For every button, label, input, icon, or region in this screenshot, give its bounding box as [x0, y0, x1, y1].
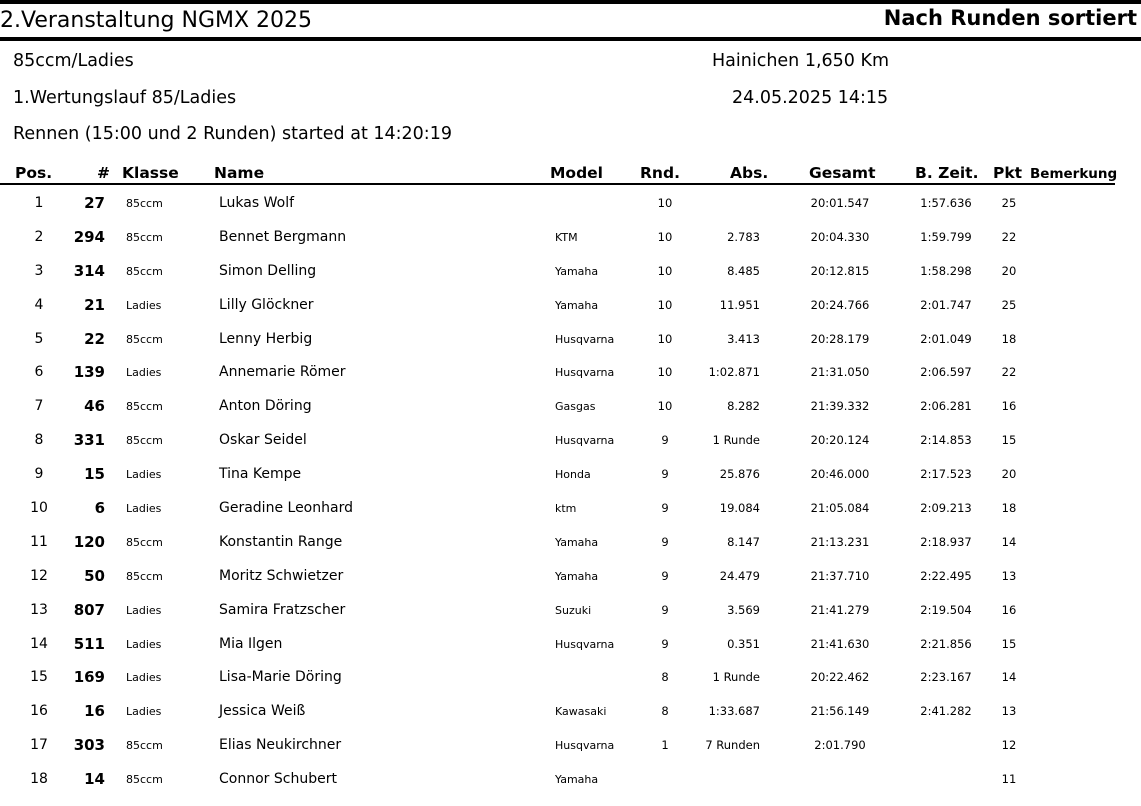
col-gesamt: Gesamt	[809, 164, 876, 182]
cell-num: 120	[73, 532, 105, 551]
cell-rnd: 9	[661, 602, 669, 617]
cell-num: 169	[73, 668, 105, 687]
cell-model: Husqvarna	[555, 637, 615, 651]
table-row	[0, 390, 1141, 424]
cell-num: 807	[73, 600, 105, 619]
cell-rnd: 10	[657, 229, 673, 244]
cell-name: Anton Döring	[219, 398, 312, 415]
cell-gesamt: 20:20.124	[810, 433, 870, 448]
cell-name: Lisa-Marie Döring	[219, 669, 342, 686]
cell-name: Elias Neukirchner	[219, 737, 342, 754]
cell-pos: 1	[34, 195, 44, 211]
col-rnd: Rnd.	[640, 164, 680, 182]
cell-best: 2:09.213	[920, 501, 972, 516]
cell-gesamt: 20:01.547	[810, 196, 870, 210]
cell-rnd: 8	[661, 704, 669, 719]
cell-pkt: 13	[1001, 704, 1017, 719]
cell-best: 2:18.937	[920, 534, 972, 549]
cell-num: 303	[73, 736, 105, 755]
cell-klasse: 85ccm	[126, 535, 163, 549]
cell-best: 2:17.523	[920, 467, 972, 482]
cell-abs: 11.951	[719, 297, 760, 312]
table-row	[0, 628, 1141, 662]
cell-model: Kawasaki	[555, 705, 607, 719]
cell-klasse: Ladies	[126, 468, 162, 482]
cell-rnd: 10	[657, 331, 673, 346]
cell-model: Yamaha	[555, 773, 599, 787]
cell-model: Husqvarna	[555, 434, 615, 448]
cell-klasse: Ladies	[126, 705, 162, 719]
cell-pkt: 20	[1001, 263, 1017, 278]
cell-num: 22	[84, 329, 105, 348]
cell-rnd: 9	[661, 467, 669, 482]
cell-rnd: 10	[657, 297, 673, 312]
cell-num: 331	[73, 431, 105, 450]
cell-name: Bennet Bergmann	[219, 228, 347, 245]
cell-pos: 3	[34, 262, 44, 279]
cell-name: Konstantin Range	[219, 533, 343, 550]
cell-klasse: Ladies	[126, 502, 162, 516]
cell-abs: 8.147	[727, 534, 760, 549]
cell-klasse: Ladies	[126, 603, 162, 617]
table-row	[0, 594, 1141, 628]
cell-pos: 16	[30, 703, 48, 720]
title-bar	[0, 5, 1141, 37]
cell-model: Husqvarna	[555, 332, 615, 346]
cell-best: 2:41.282	[920, 704, 972, 719]
cell-pos: 8	[34, 432, 44, 449]
cell-rnd: 8	[661, 670, 669, 685]
cell-model: Yamaha	[555, 298, 599, 312]
top-rule	[0, 0, 1141, 4]
cell-pkt: 13	[1001, 568, 1017, 583]
header-rule	[0, 183, 1115, 185]
cell-best: 2:01.049	[920, 331, 972, 346]
table-row	[0, 729, 1141, 763]
cell-best: 2:01.747	[920, 297, 972, 312]
cell-model: Yamaha	[555, 264, 599, 278]
cell-pkt: 22	[1001, 229, 1017, 244]
cell-rnd: 9	[661, 534, 669, 549]
cell-num: 6	[94, 499, 105, 518]
cell-rnd: 9	[661, 568, 669, 583]
cell-gesamt: 21:39.332	[810, 399, 870, 414]
cell-gesamt: 20:04.330	[810, 229, 870, 244]
cell-name: Moritz Schwietzer	[219, 567, 344, 584]
col-klasse: Klasse	[122, 164, 179, 182]
col-best: B. Zeit.	[915, 164, 979, 182]
table-row	[0, 424, 1141, 458]
cell-num: 21	[84, 295, 105, 314]
cell-pkt: 12	[1001, 738, 1017, 753]
table-row	[0, 560, 1141, 594]
cell-klasse: 85ccm	[126, 773, 163, 787]
cell-gesamt: 21:56.149	[810, 704, 870, 719]
cell-pkt: 11	[1001, 772, 1017, 787]
cell-gesamt: 20:12.815	[810, 263, 870, 278]
cell-pkt: 25	[1001, 196, 1017, 210]
table-row	[0, 255, 1141, 289]
cell-pos: 4	[34, 296, 44, 313]
cell-gesamt: 21:05.084	[810, 501, 870, 516]
cell-abs: 2.783	[727, 229, 760, 244]
cell-pkt: 18	[1001, 501, 1017, 516]
cell-pkt: 16	[1001, 399, 1017, 414]
col-pkt: Pkt	[993, 164, 1023, 182]
cell-gesamt: 20:24.766	[810, 297, 870, 312]
cell-num: 294	[73, 227, 105, 246]
cell-pkt: 18	[1001, 331, 1017, 346]
cell-model: Honda	[555, 468, 591, 482]
cell-klasse: 85ccm	[126, 230, 163, 244]
cell-klasse: Ladies	[126, 298, 162, 312]
cell-num: 15	[84, 465, 105, 484]
column-header-row	[0, 164, 1141, 184]
location-label: Hainichen 1,650 Km	[712, 51, 890, 71]
col-pos: Pos.	[15, 164, 53, 182]
cell-klasse: Ladies	[126, 637, 162, 651]
cell-gesamt: 2:01.790	[814, 738, 866, 753]
sort-label: Nach Runden sortiert	[883, 6, 1137, 30]
cell-pos: 6	[34, 364, 44, 381]
cell-pos: 2	[34, 228, 44, 245]
cell-abs: 8.282	[727, 399, 760, 414]
cell-name: Tina Kempe	[219, 466, 302, 483]
cell-best: 2:06.597	[920, 365, 972, 380]
table-row	[0, 323, 1141, 357]
table-row	[0, 763, 1141, 797]
cell-pos: 17	[30, 737, 48, 754]
cell-model: Yamaha	[555, 535, 599, 549]
cell-rnd: 10	[657, 399, 673, 414]
cell-num: 50	[84, 566, 105, 585]
cell-pos: 13	[30, 601, 48, 618]
cell-klasse: 85ccm	[126, 569, 163, 583]
cell-abs: 24.479	[719, 568, 760, 583]
event-title: 2.Veranstaltung NGMX 2025	[0, 8, 313, 33]
table-row	[0, 695, 1141, 729]
cell-abs: 3.413	[727, 331, 760, 346]
table-row	[0, 458, 1141, 492]
cell-pos: 18	[30, 771, 48, 788]
cell-name: Lukas Wolf	[219, 195, 295, 211]
cell-abs: 1:02.871	[708, 365, 760, 380]
cell-pos: 5	[34, 330, 44, 347]
cell-gesamt: 21:37.710	[810, 568, 870, 583]
cell-best: 1:59.799	[920, 229, 972, 244]
cell-name: Lenny Herbig	[219, 330, 313, 347]
cell-klasse: 85ccm	[126, 264, 163, 278]
cell-model: Husqvarna	[555, 366, 615, 380]
cell-pos: 9	[34, 466, 44, 483]
cell-best: 2:21.856	[920, 636, 972, 651]
cell-num: 314	[73, 261, 105, 280]
class-label: 85ccm/Ladies	[13, 51, 134, 71]
cell-abs: 19.084	[719, 501, 760, 516]
cell-name: Annemarie Römer	[219, 364, 346, 381]
cell-model: Husqvarna	[555, 739, 615, 753]
cell-klasse: Ladies	[126, 671, 162, 685]
cell-num: 139	[73, 363, 105, 382]
cell-name: Oskar Seidel	[219, 432, 307, 449]
cell-gesamt: 20:28.179	[810, 331, 870, 346]
cell-pkt: 14	[1001, 534, 1017, 549]
col-num: #	[97, 164, 110, 182]
cell-gesamt: 20:46.000	[810, 467, 870, 482]
cell-num: 16	[84, 702, 105, 721]
heat-label: 1.Wertungslauf 85/Ladies	[13, 88, 237, 108]
cell-num: 46	[84, 397, 105, 416]
cell-pos: 11	[30, 533, 48, 550]
cell-klasse: 85ccm	[126, 434, 163, 448]
cell-abs: 7 Runden	[705, 738, 760, 753]
table-row	[0, 492, 1141, 526]
table-row	[0, 187, 1141, 221]
cell-rnd: 9	[661, 501, 669, 516]
cell-rnd: 9	[661, 636, 669, 651]
cell-best: 2:06.281	[920, 399, 972, 414]
cell-model: KTM	[555, 230, 578, 244]
cell-abs: 3.569	[727, 602, 760, 617]
title-rule	[0, 37, 1141, 41]
cell-klasse: 85ccm	[126, 739, 163, 753]
cell-abs: 1 Runde	[712, 433, 760, 448]
table-row	[0, 289, 1141, 323]
cell-pkt: 25	[1001, 297, 1017, 312]
cell-klasse: Ladies	[126, 366, 162, 380]
cell-model: Suzuki	[555, 603, 592, 617]
cell-name: Mia Ilgen	[219, 635, 283, 652]
cell-num: 27	[84, 194, 105, 212]
cell-klasse: 85ccm	[126, 332, 163, 346]
col-model: Model	[550, 164, 603, 182]
cell-best: 2:23.167	[920, 670, 972, 685]
cell-gesamt: 20:22.462	[810, 670, 870, 685]
cell-name: Lilly Glöckner	[219, 296, 314, 313]
cell-pkt: 15	[1001, 433, 1017, 448]
cell-pos: 10	[30, 500, 48, 517]
cell-pkt: 15	[1001, 636, 1017, 651]
cell-klasse: 85ccm	[126, 197, 163, 210]
cell-abs: 25.876	[719, 467, 760, 482]
cell-best: 2:14.853	[920, 433, 972, 448]
cell-rnd: 9	[661, 433, 669, 448]
table-row	[0, 221, 1141, 255]
table-row	[0, 526, 1141, 560]
col-name: Name	[214, 164, 265, 182]
col-abs: Abs.	[730, 164, 769, 182]
cell-num: 14	[84, 770, 105, 789]
cell-name: Samira Fratzscher	[219, 601, 346, 618]
cell-abs: 1 Runde	[712, 670, 760, 685]
cell-abs: 0.351	[727, 636, 760, 651]
cell-best: 1:58.298	[920, 263, 972, 278]
cell-rnd: 10	[657, 365, 673, 380]
cell-rnd: 10	[657, 196, 673, 210]
cell-pos: 14	[30, 635, 48, 652]
cell-gesamt: 21:41.630	[810, 636, 870, 651]
cell-klasse: 85ccm	[126, 400, 163, 414]
cell-rnd: 10	[657, 263, 673, 278]
table-row	[0, 661, 1141, 695]
cell-gesamt: 21:31.050	[810, 365, 870, 380]
cell-model: Yamaha	[555, 569, 599, 583]
cell-pkt: 22	[1001, 365, 1017, 380]
cell-num: 511	[73, 634, 105, 653]
cell-model: ktm	[555, 502, 577, 516]
cell-name: Simon Delling	[219, 262, 317, 279]
datetime-label: 24.05.2025 14:15	[732, 88, 889, 108]
cell-gesamt: 21:13.231	[810, 534, 870, 549]
cell-pos: 7	[34, 398, 44, 415]
cell-abs: 1:33.687	[708, 704, 760, 719]
cell-best: 1:57.636	[920, 196, 972, 210]
cell-pkt: 14	[1001, 670, 1017, 685]
cell-gesamt: 21:41.279	[810, 602, 870, 617]
cell-name: Geradine Leonhard	[219, 500, 353, 517]
cell-best: 2:19.504	[920, 602, 972, 617]
results-table	[0, 187, 1141, 797]
cell-pos: 15	[30, 669, 48, 686]
cell-model: Gasgas	[555, 400, 596, 414]
cell-pkt: 20	[1001, 467, 1017, 482]
cell-rnd: 1	[661, 738, 669, 753]
cell-name: Jessica Weiß	[219, 703, 306, 720]
cell-pkt: 16	[1001, 602, 1017, 617]
race-label: Rennen (15:00 und 2 Runden) started at 14:20:19	[13, 124, 452, 144]
col-note: Bemerkung	[1030, 166, 1118, 182]
cell-pos: 12	[30, 567, 48, 584]
cell-best: 2:22.495	[920, 568, 972, 583]
table-row	[0, 356, 1141, 390]
cell-name: Connor Schubert	[219, 771, 337, 788]
cell-abs: 8.485	[727, 263, 760, 278]
